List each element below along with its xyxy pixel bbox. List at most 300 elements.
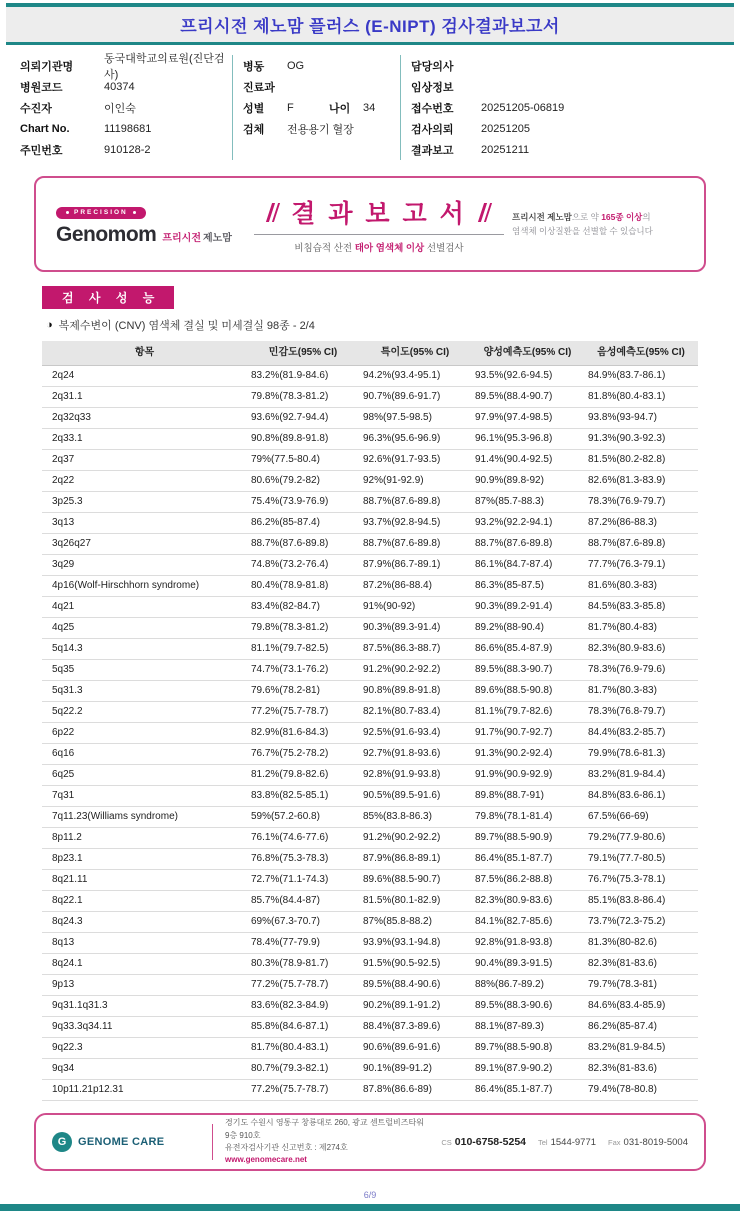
table-row — [42, 1017, 698, 1038]
value-cell: 87%(85.7-88.3) — [471, 492, 584, 513]
value-cell: 90.3%(89.3-91.4) — [359, 618, 471, 639]
dot-icon — [66, 211, 69, 214]
patient-info-col1 — [20, 52, 232, 160]
value-cell: 81.2%(79.8-82.6) — [247, 765, 359, 786]
value-cell: 88.7%(87.6-89.8) — [359, 534, 471, 555]
value-cell: 91.2%(90.2-92.2) — [359, 660, 471, 681]
value-cell: 89.5%(88.3-90.7) — [471, 660, 584, 681]
value-cell: 79.7%(78.3-81) — [584, 975, 698, 996]
value-cell: 84.4%(83.2-85.7) — [584, 723, 698, 744]
value-cell: 93.7%(92.8-94.5) — [359, 513, 471, 534]
field-value: 20251205-06819 — [481, 101, 565, 114]
table-row — [42, 828, 698, 849]
field-value: 34 — [363, 101, 376, 114]
field-value: 이인숙 — [104, 102, 136, 115]
website-link[interactable]: www.genomecare.net — [225, 1155, 307, 1165]
table-row — [42, 387, 698, 408]
table-row — [42, 723, 698, 744]
value-cell: 79.9%(78.6-81.3) — [584, 744, 698, 765]
value-cell: 80.4%(78.9-81.8) — [247, 576, 359, 597]
value-cell: 78.3%(76.9-79.6) — [584, 660, 698, 681]
value-cell: 88.7%(87.6-89.8) — [584, 534, 698, 555]
value-cell: 84.6%(83.4-85.9) — [584, 996, 698, 1017]
value-cell: 73.7%(72.3-75.2) — [584, 912, 698, 933]
field-label: 담당의사 — [411, 60, 454, 73]
value-cell: 90.1%(89-91.2) — [359, 1059, 471, 1080]
value-cell: 83.2%(81.9-84.6) — [247, 366, 359, 387]
value-cell: 86.1%(84.7-87.4) — [471, 555, 584, 576]
patient-info — [0, 45, 740, 164]
field-label: 수진자 — [20, 102, 52, 115]
value-cell: 90.8%(89.8-91.8) — [359, 681, 471, 702]
report-subtitle: 비침습적 산전 태아 염색체 이상 선별검사 — [294, 243, 464, 254]
field-value: 11198681 — [104, 122, 152, 135]
genome-care-logo-icon: G — [52, 1132, 72, 1152]
value-cell: 79.8%(78.3-81.2) — [247, 387, 359, 408]
footer — [34, 1113, 706, 1171]
item-cell: 3p25.3 — [42, 492, 247, 513]
value-cell: 79%(77.5-80.4) — [247, 450, 359, 471]
value-cell: 81.5%(80.1-82.9) — [359, 891, 471, 912]
field-label: 성별 — [243, 102, 265, 115]
value-cell: 76.7%(75.2-78.2) — [247, 744, 359, 765]
value-cell: 82.3%(80.9-83.6) — [471, 891, 584, 912]
value-cell: 90.3%(89.2-91.4) — [471, 597, 584, 618]
value-cell: 89.8%(88.7-91) — [471, 786, 584, 807]
field-department — [243, 76, 400, 97]
value-cell: 91%(90-92) — [359, 597, 471, 618]
value-cell: 81.7%(80.4-83) — [584, 618, 698, 639]
table-row — [42, 744, 698, 765]
field-value: 20251211 — [481, 143, 530, 156]
address-line-2: 유전자검사기관 신고번호 : 제274호 — [225, 1143, 348, 1152]
field-value: 동국대학교의료원(진단검사) — [104, 52, 225, 81]
value-cell: 83.2%(81.9-84.5) — [584, 1038, 698, 1059]
value-cell: 74.8%(73.2-76.4) — [247, 555, 359, 576]
value-cell: 81.6%(80.3-83) — [584, 576, 698, 597]
field-hospital-code — [20, 76, 232, 97]
item-cell: 3q29 — [42, 555, 247, 576]
value-cell: 89.7%(88.5-90.9) — [471, 828, 584, 849]
item-cell: 4p16(Wolf-Hirschhorn syndrome) — [42, 576, 247, 597]
table-row — [42, 555, 698, 576]
value-cell: 86.2%(85-87.4) — [584, 1017, 698, 1038]
patient-info-col3 — [400, 55, 720, 160]
value-cell: 81.5%(80.2-82.8) — [584, 450, 698, 471]
table-row — [42, 660, 698, 681]
address-line-1: 경기도 수원시 영통구 창룡대로 260, 광교 센트럴비즈타워 9층 910호 — [225, 1118, 424, 1140]
tel-contact: Tel 1544-9771 — [538, 1136, 597, 1148]
value-cell: 77.2%(75.7-78.7) — [247, 975, 359, 996]
table-row — [42, 408, 698, 429]
item-cell: 9q33.3q34.11 — [42, 1017, 247, 1038]
value-cell: 81.1%(79.7-82.5) — [247, 639, 359, 660]
item-cell: 4q25 — [42, 618, 247, 639]
value-cell: 77.2%(75.7-78.7) — [247, 1080, 359, 1101]
table-row — [42, 912, 698, 933]
table-row — [42, 576, 698, 597]
value-cell: 90.9%(89.8-92) — [471, 471, 584, 492]
table-row — [42, 681, 698, 702]
fax-contact: Fax 031-8019-5004 — [608, 1136, 688, 1148]
value-cell: 90.2%(89.1-91.2) — [359, 996, 471, 1017]
field-attending-doctor — [411, 55, 720, 76]
item-cell: 9p13 — [42, 975, 247, 996]
page-number: 6/9 — [363, 1190, 377, 1200]
brand-line — [56, 223, 246, 247]
value-cell: 86.4%(85.1-87.7) — [471, 1080, 584, 1101]
value-cell: 92.8%(91.9-93.8) — [359, 765, 471, 786]
field-label: Chart No. — [20, 122, 70, 135]
value-cell: 77.7%(76.3-79.1) — [584, 555, 698, 576]
item-cell: 2q22 — [42, 471, 247, 492]
item-cell: 5q35 — [42, 660, 247, 681]
item-cell: 8q13 — [42, 933, 247, 954]
value-cell: 59%(57.2-60.8) — [247, 807, 359, 828]
report-title-row — [246, 194, 512, 230]
value-cell: 88.7%(87.6-89.8) — [359, 492, 471, 513]
field-label: 접수번호 — [411, 102, 454, 115]
value-cell: 89.5%(88.4-90.7) — [471, 387, 584, 408]
field-result-reported — [411, 139, 720, 160]
value-cell: 76.7%(75.3-78.1) — [584, 870, 698, 891]
value-cell: 84.1%(82.7-85.6) — [471, 912, 584, 933]
value-cell: 84.5%(83.3-85.8) — [584, 597, 698, 618]
value-cell: 81.7%(80.3-83) — [584, 681, 698, 702]
table-row — [42, 429, 698, 450]
value-cell: 92.6%(91.7-93.5) — [359, 450, 471, 471]
table-row — [42, 786, 698, 807]
item-cell: 8q24.1 — [42, 954, 247, 975]
result-report-banner — [34, 176, 706, 272]
table-row — [42, 618, 698, 639]
column-header: 민감도(95% CI) — [247, 341, 359, 366]
value-cell: 80.6%(79.2-82) — [247, 471, 359, 492]
table-row — [42, 1038, 698, 1059]
item-cell: 3q13 — [42, 513, 247, 534]
table-row — [42, 996, 698, 1017]
value-cell: 89.2%(88-90.4) — [471, 618, 584, 639]
value-cell: 86.3%(85-87.5) — [471, 576, 584, 597]
value-cell: 93.6%(92.7-94.4) — [247, 408, 359, 429]
value-cell: 81.3%(80-82.6) — [584, 933, 698, 954]
field-resident-no — [20, 139, 232, 160]
item-cell: 2q33.1 — [42, 429, 247, 450]
table-row — [42, 954, 698, 975]
section-subtitle-row — [46, 317, 740, 333]
item-cell: 2q37 — [42, 450, 247, 471]
value-cell: 92%(91-92.9) — [359, 471, 471, 492]
footer-contacts — [441, 1136, 688, 1148]
value-cell: 74.7%(73.1-76.2) — [247, 660, 359, 681]
value-cell: 76.8%(75.3-78.3) — [247, 849, 359, 870]
table-row — [42, 933, 698, 954]
table-row — [42, 513, 698, 534]
divider — [254, 234, 504, 235]
field-label: 병동 — [243, 60, 265, 73]
column-header: 항목 — [42, 341, 247, 366]
column-header: 양성예측도(95% CI) — [471, 341, 584, 366]
brand-name: Genomom — [56, 223, 157, 246]
value-cell: 67.5%(66-69) — [584, 807, 698, 828]
half-circle-icon: ◑ — [46, 319, 53, 331]
item-cell: 2q31.1 — [42, 387, 247, 408]
table-row — [42, 1059, 698, 1080]
value-cell: 75.4%(73.9-76.9) — [247, 492, 359, 513]
item-cell: 2q24 — [42, 366, 247, 387]
value-cell: 87.2%(86-88.3) — [584, 513, 698, 534]
decorative-slash-icon — [266, 203, 280, 222]
value-cell: 84.8%(83.6-86.1) — [584, 786, 698, 807]
value-cell: 93.9%(93.1-94.8) — [359, 933, 471, 954]
value-cell: 79.1%(77.7-80.5) — [584, 849, 698, 870]
value-cell: 89.5%(88.4-90.6) — [359, 975, 471, 996]
value-cell: 85.8%(84.6-87.1) — [247, 1017, 359, 1038]
value-cell: 79.6%(78.2-81) — [247, 681, 359, 702]
value-cell: 77.2%(75.7-78.7) — [247, 702, 359, 723]
value-cell: 89.7%(88.5-90.8) — [471, 1038, 584, 1059]
value-cell: 96.3%(95.6-96.9) — [359, 429, 471, 450]
field-label: 결과보고 — [411, 144, 454, 157]
value-cell: 79.8%(78.3-81.2) — [247, 618, 359, 639]
table-row — [42, 492, 698, 513]
table-row — [42, 450, 698, 471]
field-sex-age — [243, 97, 400, 118]
value-cell: 78.3%(76.8-79.7) — [584, 702, 698, 723]
field-label: 주민번호 — [20, 144, 63, 157]
value-cell: 89.6%(88.5-90.7) — [359, 870, 471, 891]
value-cell: 83.2%(81.9-84.4) — [584, 765, 698, 786]
performance-table-head-row — [42, 341, 698, 366]
field-value: OG — [287, 59, 305, 72]
decorative-slash-icon — [478, 203, 492, 222]
item-cell: 8p11.2 — [42, 828, 247, 849]
report-title-band — [6, 3, 734, 45]
genome-care-logo — [52, 1132, 200, 1152]
value-cell: 87.8%(86.6-89) — [359, 1080, 471, 1101]
value-cell: 85%(83.8-86.3) — [359, 807, 471, 828]
field-label: 나이 — [329, 102, 351, 115]
value-cell: 80.3%(78.9-81.7) — [247, 954, 359, 975]
value-cell: 81.8%(80.4-83.1) — [584, 387, 698, 408]
banner-side-note: 프리시전 제노맘으로 약 165종 이상의 염색체 이상질환을 선별할 수 있습니다 — [512, 211, 653, 236]
item-cell: 8q22.1 — [42, 891, 247, 912]
value-cell: 88.7%(87.6-89.8) — [471, 534, 584, 555]
field-value: 20251205 — [481, 122, 530, 135]
field-value: 전용용기 혈장 — [287, 123, 354, 136]
value-cell: 91.5%(90.5-92.5) — [359, 954, 471, 975]
value-cell: 72.7%(71.1-74.3) — [247, 870, 359, 891]
field-label: 검사의뢰 — [411, 123, 454, 136]
value-cell: 91.2%(90.2-92.2) — [359, 828, 471, 849]
item-cell: 5q14.3 — [42, 639, 247, 660]
value-cell: 86.2%(85-87.4) — [247, 513, 359, 534]
value-cell: 93.8%(93-94.7) — [584, 408, 698, 429]
value-cell: 86.6%(85.4-87.9) — [471, 639, 584, 660]
table-row — [42, 870, 698, 891]
value-cell: 88.4%(87.3-89.6) — [359, 1017, 471, 1038]
report-banner-center — [246, 194, 512, 254]
field-chart-no — [20, 118, 232, 139]
table-row — [42, 597, 698, 618]
item-cell: 10p11.21p12.31 — [42, 1080, 247, 1101]
item-cell: 6q16 — [42, 744, 247, 765]
value-cell: 83.4%(82-84.7) — [247, 597, 359, 618]
result-report-title: 결 과 보 고 서 — [291, 200, 467, 228]
table-row — [42, 891, 698, 912]
value-cell: 89.5%(88.3-90.6) — [471, 996, 584, 1017]
item-cell: 5q22.2 — [42, 702, 247, 723]
value-cell: 83.8%(82.5-85.1) — [247, 786, 359, 807]
item-cell: 6q25 — [42, 765, 247, 786]
value-cell: 96.1%(95.3-96.8) — [471, 429, 584, 450]
item-cell: 4q21 — [42, 597, 247, 618]
field-value: F — [287, 101, 294, 114]
table-row — [42, 849, 698, 870]
value-cell: 79.8%(78.1-81.4) — [471, 807, 584, 828]
page-title: 프리시전 제노맘 플러스 (E-NIPT) 검사결과보고서 — [180, 17, 560, 36]
value-cell: 87%(85.8-88.2) — [359, 912, 471, 933]
value-cell: 87.5%(86.3-88.7) — [359, 639, 471, 660]
value-cell: 82.3%(81-83.6) — [584, 954, 698, 975]
value-cell: 83.6%(82.3-84.9) — [247, 996, 359, 1017]
value-cell: 90.8%(89.8-91.8) — [247, 429, 359, 450]
item-cell: 2q32q33 — [42, 408, 247, 429]
value-cell: 91.3%(90.3-92.3) — [584, 429, 698, 450]
value-cell: 84.9%(83.7-86.1) — [584, 366, 698, 387]
table-row — [42, 534, 698, 555]
value-cell: 89.6%(88.5-90.8) — [471, 681, 584, 702]
value-cell: 87.2%(86-88.4) — [359, 576, 471, 597]
value-cell: 87.9%(86.7-89.1) — [359, 555, 471, 576]
column-header: 특이도(95% CI) — [359, 341, 471, 366]
value-cell: 87.5%(86.2-88.8) — [471, 870, 584, 891]
precision-label: PRECISION — [74, 209, 128, 216]
value-cell: 94.2%(93.4-95.1) — [359, 366, 471, 387]
field-accession-no — [411, 97, 720, 118]
value-cell: 86.4%(85.1-87.7) — [471, 849, 584, 870]
value-cell: 78.3%(76.9-79.7) — [584, 492, 698, 513]
dot-icon — [133, 211, 136, 214]
brand-name-korean: 프리시전 제노맘 — [162, 233, 232, 244]
field-clinical-info — [411, 76, 720, 97]
value-cell: 88%(86.7-89.2) — [471, 975, 584, 996]
value-cell: 69%(67.3-70.7) — [247, 912, 359, 933]
table-row — [42, 975, 698, 996]
field-value: 910128-2 — [104, 143, 151, 156]
performance-table-body — [42, 366, 698, 1101]
section-title-badge: 검 사 성 능 — [42, 286, 174, 309]
value-cell: 93.2%(92.2-94.1) — [471, 513, 584, 534]
genome-care-brand: GENOME CARE — [78, 1136, 165, 1148]
item-cell: 8p23.1 — [42, 849, 247, 870]
table-row — [42, 765, 698, 786]
value-cell: 91.7%(90.7-92.7) — [471, 723, 584, 744]
value-cell: 93.5%(92.6-94.5) — [471, 366, 584, 387]
item-cell: 7q31 — [42, 786, 247, 807]
value-cell: 88.1%(87-89.3) — [471, 1017, 584, 1038]
field-ward — [243, 55, 400, 76]
value-cell: 87.9%(86.8-89.1) — [359, 849, 471, 870]
field-referring-org — [20, 52, 232, 81]
item-cell: 8q21.11 — [42, 870, 247, 891]
value-cell: 90.7%(89.6-91.7) — [359, 387, 471, 408]
field-value: 40374 — [104, 80, 135, 93]
value-cell: 79.2%(77.9-80.6) — [584, 828, 698, 849]
value-cell: 92.7%(91.8-93.6) — [359, 744, 471, 765]
field-label: 검체 — [243, 123, 265, 136]
item-cell: 9q31.1q31.3 — [42, 996, 247, 1017]
table-row — [42, 366, 698, 387]
value-cell: 91.9%(90.9-92.9) — [471, 765, 584, 786]
performance-table — [42, 341, 698, 1101]
value-cell: 79.4%(78-80.8) — [584, 1080, 698, 1101]
value-cell: 92.5%(91.6-93.4) — [359, 723, 471, 744]
field-label: 병원코드 — [20, 81, 63, 94]
value-cell: 98%(97.5-98.5) — [359, 408, 471, 429]
item-cell: 6p22 — [42, 723, 247, 744]
precision-badge — [56, 207, 146, 219]
value-cell: 80.7%(79.3-82.1) — [247, 1059, 359, 1080]
patient-info-col2 — [232, 55, 400, 160]
divider — [212, 1124, 213, 1160]
footer-address — [225, 1117, 429, 1167]
value-cell: 89.1%(87.9-90.2) — [471, 1059, 584, 1080]
item-cell: 5q31.3 — [42, 681, 247, 702]
field-label: 의뢰기관명 — [20, 60, 74, 73]
value-cell: 82.6%(81.3-83.9) — [584, 471, 698, 492]
cs-contact: CS 010-6758-5254 — [441, 1136, 526, 1148]
value-cell: 97.9%(97.4-98.5) — [471, 408, 584, 429]
value-cell: 76.1%(74.6-77.6) — [247, 828, 359, 849]
value-cell: 82.9%(81.6-84.3) — [247, 723, 359, 744]
value-cell: 92.8%(91.8-93.8) — [471, 933, 584, 954]
item-cell: 9q34 — [42, 1059, 247, 1080]
item-cell: 9q22.3 — [42, 1038, 247, 1059]
value-cell: 82.1%(80.7-83.4) — [359, 702, 471, 723]
item-cell: 3q26q27 — [42, 534, 247, 555]
value-cell: 88.7%(87.6-89.8) — [247, 534, 359, 555]
value-cell: 78.4%(77-79.9) — [247, 933, 359, 954]
value-cell: 81.1%(79.7-82.6) — [471, 702, 584, 723]
value-cell: 82.3%(81-83.6) — [584, 1059, 698, 1080]
field-specimen — [243, 118, 400, 139]
field-test-requested — [411, 118, 720, 139]
value-cell: 91.4%(90.4-92.5) — [471, 450, 584, 471]
value-cell: 85.7%(84.4-87) — [247, 891, 359, 912]
table-row — [42, 807, 698, 828]
section-subtitle: 복제수변이 (CNV) 염색체 결실 및 미세결실 98종 - 2/4 — [58, 320, 315, 332]
table-row — [42, 471, 698, 492]
item-cell: 7q11.23(Williams syndrome) — [42, 807, 247, 828]
column-header: 음성예측도(95% CI) — [584, 341, 698, 366]
table-row — [42, 702, 698, 723]
field-patient-name — [20, 97, 232, 118]
field-label: 진료과 — [243, 81, 275, 94]
table-row — [42, 1080, 698, 1101]
value-cell: 81.7%(80.4-83.1) — [247, 1038, 359, 1059]
value-cell: 85.1%(83.8-86.4) — [584, 891, 698, 912]
field-label: 임상정보 — [411, 81, 454, 94]
item-cell: 8q24.3 — [42, 912, 247, 933]
value-cell: 90.5%(89.5-91.6) — [359, 786, 471, 807]
value-cell: 90.6%(89.6-91.6) — [359, 1038, 471, 1059]
value-cell: 91.3%(90.2-92.4) — [471, 744, 584, 765]
genomom-logo — [56, 201, 246, 247]
value-cell: 90.4%(89.3-91.5) — [471, 954, 584, 975]
value-cell: 82.3%(80.9-83.6) — [584, 639, 698, 660]
table-row — [42, 639, 698, 660]
